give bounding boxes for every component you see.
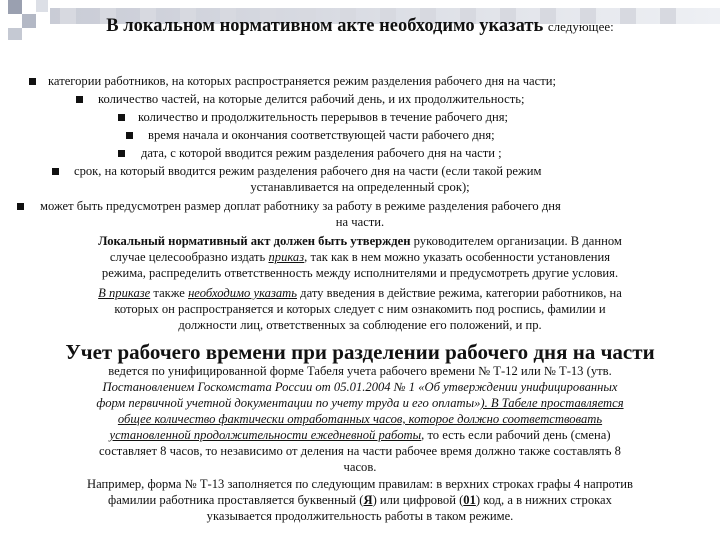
accounting-heading: Учет рабочего времени при разделении рабочего дня на части bbox=[65, 340, 655, 364]
approval-tail: руководителем организации. В данном bbox=[413, 234, 622, 248]
accounting-line-5 bbox=[0, 428, 720, 443]
accounting-emphasis: ). В Табеле проставляется bbox=[480, 396, 624, 410]
order-emphasis: необходимо указать bbox=[188, 286, 298, 300]
approval-text: , так как в нем можно указать особенности установления bbox=[304, 250, 611, 264]
bullet-7 bbox=[17, 203, 24, 210]
list-item: срок, на который вводится режим разделения рабочего дня на части (если такой режим bbox=[74, 164, 542, 178]
approval-line-1 bbox=[0, 234, 720, 249]
accounting-line-3 bbox=[0, 396, 720, 411]
list-item: количество и продолжительность перерывов в течение рабочего дня; bbox=[138, 110, 509, 124]
order-line-2: которых он распространяется и которых следует с ним ознакомить под роспись, фамилии и bbox=[114, 302, 606, 316]
accounting-line-6: составляет 8 часов, то независимо от деления на части рабочее время должно также составлять 8 bbox=[99, 444, 621, 458]
order-line-3: должности лиц, ответственных за соблюдение его положений, и пр. bbox=[178, 318, 542, 332]
list-item: количество частей, на которые делится рабочий день, и их продолжительность; bbox=[98, 92, 525, 106]
order-line-1 bbox=[0, 286, 720, 301]
accounting-line-7: часов. bbox=[343, 460, 377, 474]
approval-bold: Локальный нормативный акт должен быть утвержден bbox=[98, 234, 411, 248]
example-code-digit: 01 bbox=[463, 493, 476, 507]
example-text: ) код, а в нижних строках bbox=[475, 493, 612, 507]
example-line-2 bbox=[0, 493, 720, 508]
heading-bold: В локальном нормативном акте необходимо указать bbox=[106, 16, 544, 36]
example-text: фамилии работника проставляется буквенный ( bbox=[108, 493, 364, 507]
bullet-4 bbox=[126, 132, 133, 139]
list-item-continuation: на части. bbox=[335, 215, 385, 229]
section-heading bbox=[0, 16, 720, 37]
bullet-2 bbox=[76, 96, 83, 103]
list-item: время начала и окончания соответствующей части рабочего дня; bbox=[148, 128, 495, 142]
accounting-line-4 bbox=[0, 412, 720, 427]
example-code-letter: Я bbox=[363, 493, 373, 507]
accounting-emphasis: установленной продолжительности ежедневной работы bbox=[109, 428, 422, 442]
list-item: может быть предусмотрен размер доплат работнику за работу в режиме разделения рабочего дня bbox=[40, 199, 561, 213]
accounting-italic: Постановлением Госкомстата России от 05.01.2004 № 1 «Об утверждении унифицированных bbox=[102, 380, 618, 394]
accounting-text: , то есть если рабочий день (смена) bbox=[421, 428, 611, 442]
bullet-3 bbox=[118, 114, 125, 121]
approval-line-2 bbox=[0, 250, 720, 265]
approval-text: случае целесообразно издать bbox=[109, 250, 266, 264]
accounting-line-2 bbox=[0, 380, 720, 395]
example-text: ) или цифровой ( bbox=[372, 493, 464, 507]
example-line-3: указывается продолжительность работы в таком режиме. bbox=[206, 509, 514, 523]
accounting-emphasis: общее количество фактически отработанных часов, которое должно соответствовать bbox=[117, 412, 603, 426]
list-item: категории работников, на которых распространяется режим разделения рабочего дня на части; bbox=[48, 74, 556, 88]
accounting-italic: форм первичной учетной документации по учету труда и его оплаты» bbox=[96, 396, 481, 410]
heading-tail: следующее: bbox=[547, 19, 614, 34]
bullet-5 bbox=[118, 150, 125, 157]
order-text: дату введения в действие режима, категории работников, на bbox=[300, 286, 622, 300]
list-item-continuation: устанавливается на определенный срок); bbox=[250, 180, 470, 194]
bullet-1 bbox=[29, 78, 36, 85]
accounting-line-1: ведется по унифицированной форме Табеля учета рабочего времени № Т-12 или № Т-13 (утв. bbox=[108, 364, 612, 378]
list-item: дата, с которой вводится режим разделения рабочего дня на части ; bbox=[141, 146, 502, 160]
bullet-6 bbox=[52, 168, 59, 175]
approval-order-word: приказ bbox=[268, 250, 305, 264]
order-intro: В приказе bbox=[98, 286, 151, 300]
example-line-1: Например, форма № Т-13 заполняется по следующим правилам: в верхних строках графы 4 напротив bbox=[87, 477, 633, 491]
approval-line-3: режима, распределить ответственность между исполнителями и предусмотреть другие условия. bbox=[101, 266, 619, 280]
order-text: также bbox=[153, 286, 185, 300]
